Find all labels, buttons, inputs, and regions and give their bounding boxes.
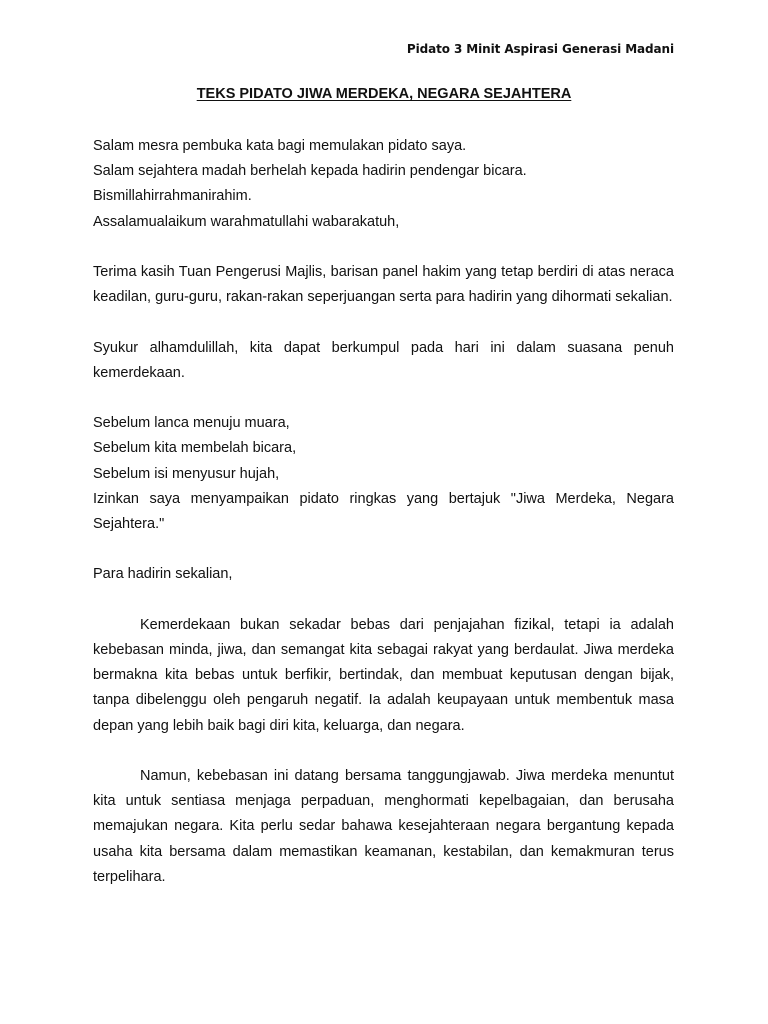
paragraph-spacer — [93, 588, 674, 613]
paragraph-spacer — [93, 386, 674, 411]
introduction-paragraph: Izinkan saya menyampaikan pidato ringkas yang bertajuk "Jiwa Merdeka, Negara Sejahtera." — [93, 490, 674, 532]
body-paragraph: Kemerdekaan bukan sekadar bebas dari penjajahan fizikal, tetapi ia adalah kebebasan minda, jiwa, dan semangat kita sebagai rakyat yang berdaulat. Jiwa merdeka bermakna kita bebas untuk berfikir, bertindak, dan membuat keputusan dengan bijak, tanpa dibelenggu oleh pengaruh negatif. Ia adalah keupayaan untuk membentuk masa depan yang lebih baik bagi diri kita, keluarga, dan negara. — [93, 616, 674, 734]
pantun-line: Sebelum kita membelah bicara, — [93, 440, 297, 457]
gratitude-paragraph: Syukur alhamdulillah, kita dapat berkumpul pada hari ini dalam suasana penuh kemerdekaan. — [93, 339, 674, 381]
opening-line: Salam mesra pembuka kata bagi memulakan pidato saya. — [93, 138, 467, 154]
running-header: Pidato 3 Minit Aspirasi Generasi Madani — [406, 42, 674, 56]
address-line: Para hadirin sekalian, — [93, 566, 233, 583]
pantun-line: Sebelum lanca menuju muara, — [93, 415, 290, 432]
opening-line: Salam sejahtera madah berhelah kepada hadirin pendengar bicara. — [93, 163, 527, 180]
document-body — [93, 134, 674, 890]
opening-line: Assalamualaikum warahmatullahi wabarakatuh, — [93, 213, 400, 230]
pantun-block — [93, 411, 674, 487]
opening-line: Bismillahirrahmanirahim. — [93, 188, 252, 205]
document-title: TEKS PIDATO JIWA MERDEKA, NEGARA SEJAHTERA — [196, 86, 572, 102]
body-paragraph: Namun, kebebasan ini datang bersama tanggungjawab. Jiwa merdeka menuntut kita untuk sentiasa menjaga perpaduan, menghormati kepelbagaian, dan berusaha memajukan negara. Kita perlu sedar bahawa kesejahteraan negara bergantung kepada usaha kita bersama dalam memastikan keamanan, kestabilan, dan kemakmuran terus terpelihara. — [93, 767, 674, 885]
greeting-paragraph: Terima kasih Tuan Pengerusi Majlis, barisan panel hakim yang tetap berdiri di atas neraca keadilan, guru-guru, rakan-rakan seperjuangan serta para hadirin yang dihormati sekalian. — [93, 264, 674, 306]
paragraph-spacer — [93, 310, 674, 335]
paragraph-spacer — [93, 235, 674, 260]
opening-block — [93, 134, 674, 235]
paragraph-spacer — [93, 739, 674, 764]
pantun-line: Sebelum isi menyusur hujah, — [93, 465, 280, 482]
paragraph-spacer — [93, 537, 674, 562]
